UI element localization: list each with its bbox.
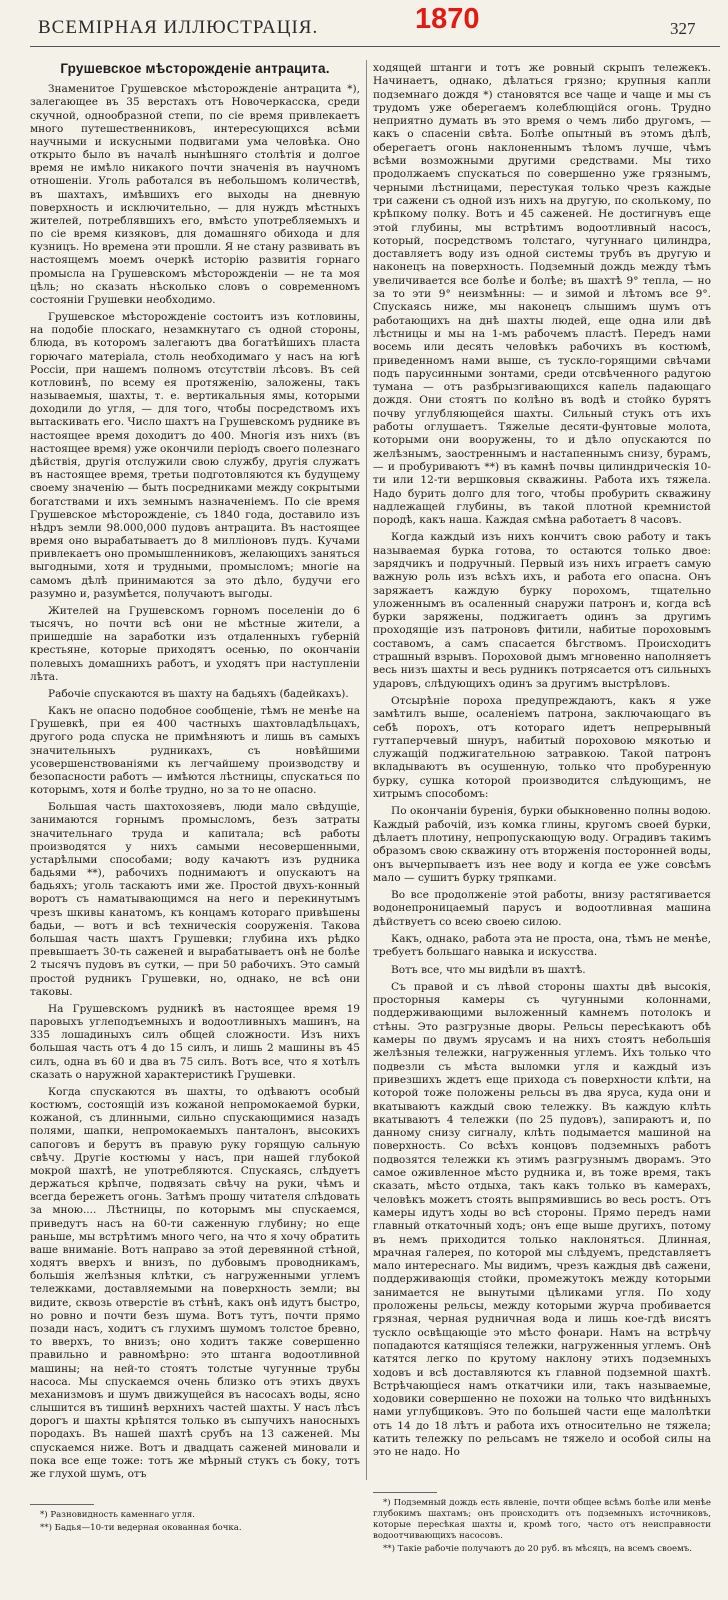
column-divider — [366, 60, 367, 1480]
right-column — [373, 62, 711, 1464]
paragraph: Большая часть шахтохозяевъ, люди мало свѣдущіе, занимаются горнымъ промысломъ, безъ затраты значительнаго труда и капитала; всѣ работы производятся у нихъ самыми несовершенными, устарѣлыми способами; воду качаютъ изъ рудника бадьями **), рабочихъ поднимаютъ и опускаютъ на бадьяхъ; уголь таскаютъ ими же. Простой двухъ-конный воротъ съ наматывающимся на него и перекинутымъ чрезъ шкивы канатомъ, къ концамъ котораго привѣшены бадьи, — вотъ и всѣ техническія сооруженія. Такова большая часть шахтъ Грушевки; глубина ихъ рѣдко превышаетъ 30-ть саженей и вырабатываетъ онѣ не болѣе 2 тысячъ пудовъ въ сутки, — при 50 рабочихъ. Это самый простой рудникъ Грушевки, но, однако, не всѣ они таковы. — [30, 801, 360, 998]
footnotes-left — [30, 1504, 360, 1536]
journal-title: ВСЕМІРНАЯ ИЛЛЮСТРАЦІЯ. — [38, 17, 319, 38]
left-column — [30, 62, 360, 1485]
paragraph: Когда спускаются въ шахты, то одѣваютъ особый костюмъ, состоящій изъ кожаной непромокаемой бурки, кожаной, съ длинными, сильно спускающимися назадъ полями, шапки, непромокаемыхъ панталонъ, высокихъ сапоговъ и берутъ въ правую руку горящую сальную свѣчу. Другіе костюмы у насъ, при нашей глубокой мокрой шахтѣ, не употребляются. Спускаясь, слѣдуетъ держаться крѣпче, подвязать свѣчу на руки, чѣмъ и всегда бережетъ огонь. Затѣмъ прошу читателя слѣдовать за мною.... Лѣстницы, по которымъ мы спускаемся, приведутъ насъ на 60-ти саженную глубину; но еще раньше, мы встрѣтимъ много чего, на что я хочу обратить ваше вниманіе. Вотъ направо за этой деревянной стѣной, ходятъ вверхъ и внизъ, по дубовымъ проводникамъ, большія желѣзныя клѣтки, съ нагруженными углемъ тележками, доставляемыми на поверхность земли; вы видите, сквозь отверстіе въ стѣнѣ, какъ онѣ идутъ быстро, но ровно и почти безъ шума. Вотъ тутъ, почти прямо позади насъ, ходитъ съ глухимъ шумомъ толстое бревно, то вверхъ, то внизъ; оно ходитъ также совершенно правильно и равномѣрно: это штанга водоотливной машины; на ней-то стоятъ толстые чугунные трубы насоса. Мы спускаемся очень близко отъ этихъ двухъ механизмовъ и шумъ движущейся въ насосахъ воды, ясно слышится въ тишинѣ верхнихъ частей шахты. У насъ лѣсъ дорогъ и шахты крѣпятся только въ сыпучихъ наносныхъ породахъ. Въ нашей шахтѣ срубъ на 13 саженей. Мы спускаемся ниже. Вотъ и двадцать саженей миновали и пока все еще тоже: тотъ же мѣрный стукъ съ боку, тотъ же глухой шумъ, отъ — [30, 1085, 360, 1480]
paragraph: Вотъ все, что мы видѣли въ шахтѣ. — [391, 963, 586, 976]
footnote: *) Подземный дождь есть явленіе, почти общее всѣмъ болѣе или менѣе глубокимъ шахтамъ; онъ происходитъ отъ подземныхъ источниковъ, которые пересѣкая шахты и, кромѣ того, часто отъ неисправности водоотчивающихъ насосовъ. — [373, 1498, 711, 1541]
paragraph: Жителей на Грушевскомъ горномъ поселеніи до 6 тысячъ, но почти всѣ они не мѣстные жители, а пришедшіе на заработки изъ отдаленныхъ губерній крестьяне, которые приходятъ осенью, по окончаніи полевыхъ домашнихъ работъ, и уходятъ при наступленіи лѣта. — [30, 604, 360, 683]
page-header — [0, 0, 728, 60]
paragraph: Какъ не опасно подобное сообщеніе, тѣмъ не менѣе на Грушевкѣ, при ея 400 частныхъ шахтовладѣльцахъ, другого рода спуска не примѣняютъ и лишь въ самыхъ значительныхъ рудникахъ, съ новѣйшими усовершенствованіями къ легчайшему производству и безопасности работъ — имѣются лѣстницы, спускаться по которымъ, хотя и болѣе трудно, но за то не опасно. — [30, 705, 360, 797]
paragraph: Рабочіе спускаются въ шахту на бадьяхъ (бадейкахъ). — [48, 687, 349, 700]
footnote-rule — [30, 1504, 94, 1505]
paragraph: Какъ, однако, работа эта не проста, она, тѣмъ не менѣе, требуетъ большаго навыка и искусства. — [373, 933, 711, 959]
footnote-rule — [373, 1492, 437, 1493]
footnote: **) Бадья—10-ти ведерная окованная бочка. — [40, 1523, 242, 1533]
paragraph: ходящей штанги и тотъ же ровный скрыпъ тележекъ. Начинаетъ, однако, дѣлаться грязно; крупныя капли подземнаго дождя *) становятся все чаще и чаще и мы съ трудомъ уже оберегаемъ колеблющійся огонь. Трудно неприятно думать въ это время о чемъ либо другомъ, — какъ о спасеніи свѣта. Болѣе опытный въ этомъ дѣлѣ, оберегаетъ огонь наклоненнымъ тѣломъ лучше, чѣмъ всѣми возможными другими средствами. Мы тихо продолжаемъ спускаться по совершенно уже грязнымъ, черными лѣстницами, перестукая только чрезъ каждые три сажени съ одной изъ нихъ на другую, по сколькому, по крѣпкому полку. Вотъ и 45 саженей. Не достигнувъ еще этой глубины, мы встрѣтимъ водоотливный насосъ, который, посредствомъ толстаго, чугуннаго цилиндра, доставляетъ воду изъ одной системы трубъ въ другую и наконецъ на поверхность. Подземный дождь между тѣмъ увеличивается все болѣе и болѣе; въ шахтѣ 9° тепла, — но за то эти 9° неизмѣнны: — и зимой и лѣтомъ все 9°. Спускаясь ниже, мы наконецъ слышимъ шумъ отъ работающихъ на днѣ шахты людей, еще одна или двѣ лѣстницы и мы на 1-мъ рабочемъ пластѣ. Передъ нами восемь или десять человѣкъ рабочихъ въ костюмѣ, приведенномъ нами выше, съ тускло-горящими свѣчами подъ парусинными зонтами, среди отсвѣченного радугою тумана — отъ разбрызгивающихся капель падающаго дождя. Они стоятъ по колѣно въ водѣ и стойко бурятъ почву углубляющейся шахты. Сильный стукъ отъ ихъ работы оглушаетъ. Тяжелые десяти-фунтовые молота, которыми они вооружены, то и дѣло опускаются по желѣзнымъ, заостреннымъ и настапеннымъ снизу, бурамъ, — и пробуриваютъ **) въ камнѣ почвы цилиндрическія 10-ти или 12-ти вершковыя скважины. Работа ихъ тяжела. Надо бурить долго для того, чтобы пробурить скважину надлежащей глубины, въ такой плотной кремнистой породѣ, какъ наша. Каждая смѣна работаетъ 8 часовъ. — [373, 62, 711, 527]
paragraph: Знаменитое Грушевское мѣсторожденіе антрацита *), залегающее въ 35 верстахъ отъ Новочеркасска, среди скучной, однообразной степи, по сіе время привлекаетъ много путешественниковъ, интересующихся всѣми научными и искусными подвигами ума человѣка. Оно открыто было въ началѣ нынѣшняго столѣтія и долгое время не имѣло никакого почти значенія въ научномъ отношеніи. Уголь работался въ небольшомъ количествѣ, въ шахтахъ, имѣвшихъ его выходы на дневную поверхность и исключительно, — для нуждъ мѣстныхъ жителей, потреблявшихъ его, вмѣсто употребляемыхъ и по сіе время кизяковъ, для домашняго обихода и для кузницъ. Но времена эти прошли. Я не стану развивать въ настоящемъ моемъ очеркѣ исторію развитія горнаго промысла на Грушевскомъ мѣсторожденіи — не та моя цѣль; но сказать нѣсколько словъ о современномъ состояніи Грушевки необходимо. — [30, 83, 360, 306]
paragraph: Отсырѣніе пороха предупреждаютъ, какъ я уже замѣтилъ выше, осаленіемъ патрона, заключающаго въ себѣ порохъ, отъ котораго идетъ непрерывный гуттаперчевый шнуръ, набитый пороховою мякотью и служащій поджигательною затравкою. Такой патронъ вкладываютъ въ осушенную, только что пробуренную бурку, сушка которой производится слѣдующимъ, не хитрымъ способомъ: — [373, 694, 711, 801]
footnotes-right — [373, 1492, 711, 1557]
footnote: **) Такіе рабочіе получаютъ до 20 руб. въ мѣсяцъ, на всемъ своемъ. — [383, 1544, 693, 1554]
paragraph: По окончаніи буренія, бурки обыкновенно полны водою. Каждый рабочій, изъ комка глины, кругомъ своей бурки, дѣлаетъ плотину, непропускающую воду. Оградивъ такимъ образомъ свою скважину отъ вторженія посторонней воды, онъ вычерпываетъ изъ нее воду и когда ее уже совсѣмъ мало — сушитъ бурку тряпками. — [373, 805, 711, 884]
paragraph: Когда каждый изъ нихъ кончитъ свою работу и такъ называемая бурка готова, то остаются только двое: зарядчикъ и подручный. Первый изъ нихъ играетъ самую важную роль изъ всѣхъ ихъ, и работа его опасна. Онъ заряжаетъ каждую бурку порохомъ, тщательно уложеннымъ въ осаленный снаружи патронъ и, когда всѣ бурки заряжены, поджигаетъ одинъ за другимъ проходящіе изъ патроновъ фитили, набитые пороховымъ составомъ, а самъ спасается бѣгствомъ. Происходитъ страшный взрывъ. Пороховой дымъ мгновенно наполняетъ весь низъ шахты и весь рудникъ потрясается отъ сильныхъ ударовъ, слѣдующихъ одинъ за другимъ выстрѣловъ. — [373, 531, 711, 690]
footnote: *) Разновидность каменнаго угля. — [40, 1510, 196, 1520]
article-title: Грушевское мѣсторожденіе антрацита. — [60, 61, 330, 76]
paragraph: Во все продолженіе этой работы, внизу растягивается водонепроницаемый парусъ и водоотливная машина дѣйствуетъ со всею своею силою. — [373, 889, 711, 928]
paragraph: На Грушевскомъ рудникѣ въ настоящее время 19 паровыхъ углеподъемныхъ и водоотливныхъ машинъ, на 335 лошадиныхъ силъ общей сложности. Изъ нихъ большая часть отъ 4 до 15 силъ, и лишь 2 машины въ 45 силъ, одна въ 60 и два въ 75 силъ. Вотъ все, что я хотѣлъ сказать о наружной характеристикѣ Грушевки. — [30, 1002, 360, 1081]
header-rule — [30, 46, 720, 47]
paragraph: Съ правой и съ лѣвой стороны шахты двѣ высокія, просторныя камеры съ чугунными колоннами, поддерживающими выложенный камнемъ потолокъ и стѣны. Это разгрузные дворы. Рельсы пересѣкаютъ обѣ камеры по двумъ ярусамъ и на нихъ стоятъ небольшія желѣзныя тележки, нагруженныя углемъ. Ихъ только что подвезли съ мѣста выломки угля и каждый изъ привезшихъ ждетъ еще прихода съ поверхности клѣти, на которой тоже положены рельсы въ два яруса, куда они и вкатываютъ каждый свою тележку. Въ каждую клѣть вкатываютъ 4 тележки (по 25 пудовъ), запираютъ и, по данному снизу сигналу, клѣть подымается машиной на поверхность. Со всѣхъ концовъ подземныхъ работъ подвозятся тележки къ этимъ разгрузнымъ дворамъ. Это самое оживленное мѣсто рудника и, въ тоже время, такъ сказать, мѣсто отдыха, такъ какъ только въ камерахъ, человѣкъ можетъ стоять выпрямившись во весь ростъ. Отъ камеры идутъ ходы во всѣ стороны. Прямо передъ нами главный откаточный ходъ; онъ еще выше другихъ, потому въ немъ приходится только наклоняться. Длинная, мрачная галерея, по которой мы слѣдуемъ, представляетъ мало интереснаго. Мы видимъ, чрезъ каждыя двѣ сажени, поддерживающія стойки, промежутокъ между которыми занимается не вынутыми цѣликами угля. По ходу проложены рельсы, между которыми журча пробивается грязная, черная рудничная вода и лишь кое-гдѣ висятъ тускло освѣщающіе это мѣсто фонари. Намъ на встрѣчу попадаются катящіяся тележки, нагруженныя углемъ. Онѣ катятся легко по крутому наклону этихъ подземныхъ ходовъ и всѣ доставляются къ главной подземной шахтѣ. Встрѣчающіеся намъ откатчики или, такъ называемые, ходовики совершенно не похожи на только что видѣнныхъ нами углубщиковъ. Это по большей части еще малолѣтки отъ 14 до 18 лѣтъ и работа ихъ относительно не тяжела; катить тележку по рельсамъ не тяжело и особой силы на это не надо. Но — [373, 980, 711, 1459]
paragraph: Грушевское мѣсторожденіе состоитъ изъ котловины, на подобіе плоскаго, незамкнутаго съ одной стороны, блюда, въ которомъ залегаютъ два богатѣйшихъ пласта горючаго матеріала, столь необходимаго у насъ на югѣ Россіи, при нашемъ полномъ отсутствіи лѣсовъ. Въ сей котловинѣ, по всему ея протяженію, заложены, такъ называемыя, шахты, т. е. вертикальныя ямы, которыми доходили до угля, — для того, чтобы посредствомъ ихъ вытаскивать его. Число шахтъ на Грушевскомъ руднике въ настоящее время доходитъ до 400. Многія изъ нихъ (въ настоящее время) уже окончили періодъ своего полезнаго дѣйствія, другія отслужили свою службу, другія служатъ въ настоящее время, третьи подготовляются къ будущему своему значенію — быть посредниками между сокрытыми богатствами и ихъ земнымъ назначеніемъ. По сіе время Грушевское мѣсторожденіе, съ 1840 года, доставило изъ нѣдръ земли 98.000,000 пудовъ антрацита. Въ настоящее время оно вырабатываетъ до 8 милліоновъ пудъ. Кучами привлекаетъ оно промышленниковъ, желающихъ заняться выгодными, хотя и трудными, промысломъ; многіе на самомъ дѣлѣ принимаются за это дѣло, будучи его разумно и, разумѣется, получаютъ выгоды. — [30, 311, 360, 600]
page-number: 327 — [670, 19, 696, 38]
year-annotation: 1870 — [415, 3, 480, 35]
